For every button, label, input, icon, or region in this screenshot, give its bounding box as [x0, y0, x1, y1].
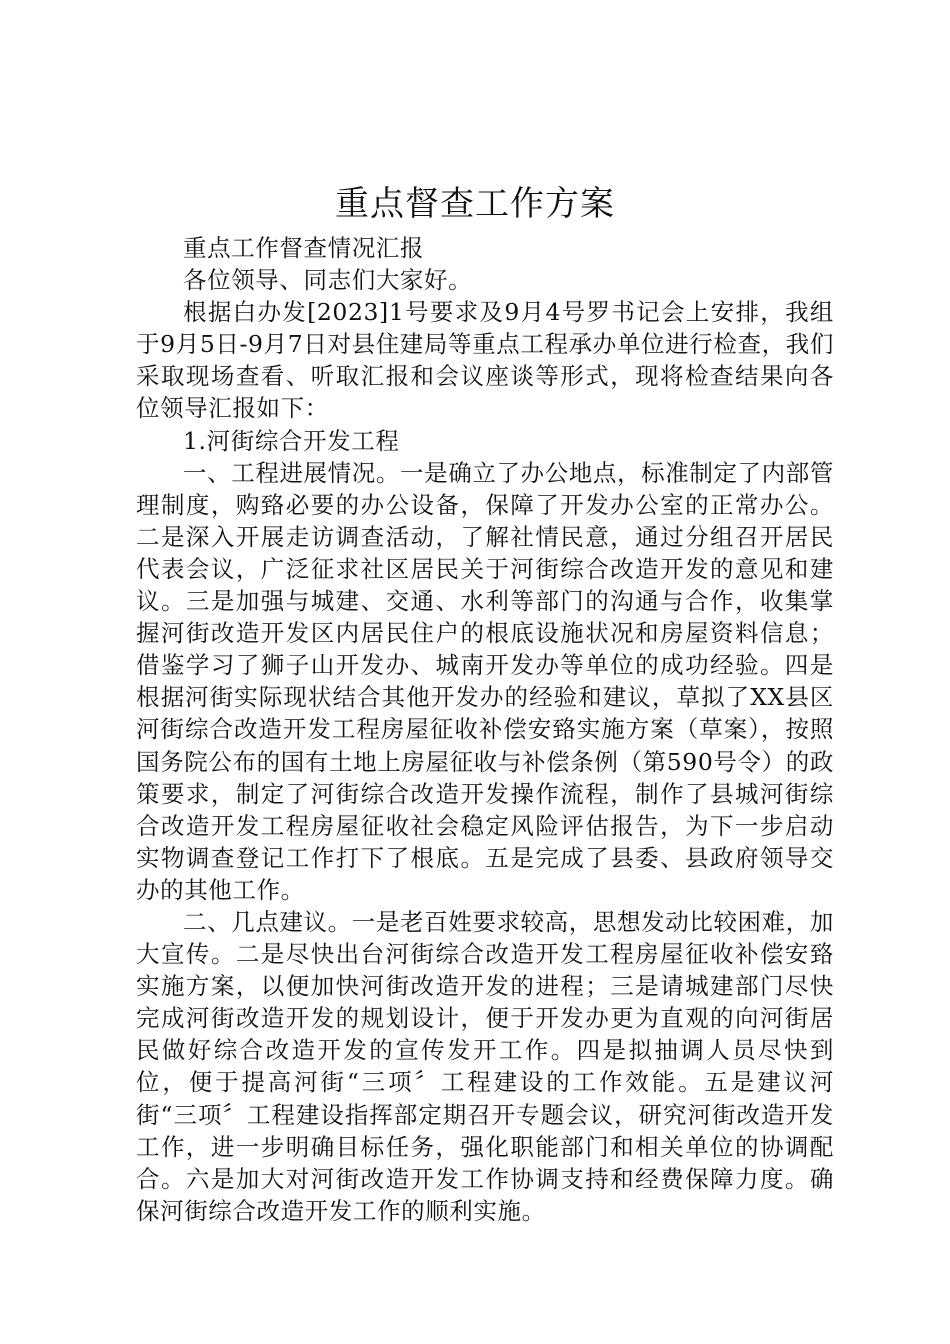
document-body	[136, 232, 834, 1227]
paragraph-suggestions: 二、几点建议。一是老百姓要求较高，思想发动比较困难，加大宣传。二是尽快出台河街综合改造开发工程房屋征收补偿安臵实施方案，以便加快河街改造开发的进程；三是请城建部门尽快完成河街改造开发的规划设计，便于开发办更为直观的向河街居民做好综合改造开发的宣传发开工作。四是拟抽调人员尽快到位，便于提高河街“三项〞工程建设的工作效能。五是建议河街“三项〞工程建设指挥部定期召开专题会议，研究河街改造开发工作，进一步明确目标任务，强化职能部门和相关单位的协调配合。六是加大对河街改造开发工作协调支持和经费保障力度。确保河街综合改造开发工作的顺利实施。	[136, 907, 834, 1225]
paragraph-intro: 根据白办发[2023]1号要求及9月4号罗书记会上安排，我组于9月5日-9月7日对县住建局等重点工程承办单位进行检查，我们采取现场查看、听取汇报和会议座谈等形式，现将检查结果向各位领导汇报如下：	[136, 298, 834, 423]
paragraph-progress: 一、工程进展情况。一是确立了办公地点，标准制定了内部管理制度，购臵必要的办公设备，保障了开发办公室的正常办公。二是深入开展走访调查活动，了解社情民意，通过分组召开居民代表会议，广泛征求社区居民关于河街综合改造开发的意见和建议。三是加强与城建、交通、水利等部门的沟通与合作，收集掌握河街改造开发区内居民住户的根底设施状况和房屋资料信息；借鉴学习了狮子山开发办、城南开发办等单位的成功经验。四是根据河街实际现状结合其他开发办的经验和建议，草拟了XX县区河街综合改造开发工程房屋征收补偿安臵实施方案（草案），按照国务院公布的国有土地上房屋征收与补偿条例（第590号令）的政策要求，制定了河街综合改造开发操作流程，制作了县城河街综合改造开发工程房屋征收社会稳定风险评估报告，为下一步启动实物调查登记工作打下了根底。五是完成了县委、县政府领导交办的其他工作。	[136, 458, 834, 904]
paragraph-greeting: 各位领导、同志们大家好。	[183, 266, 473, 295]
paragraph-section-heading: 1.河街综合开发工程	[183, 426, 400, 455]
document-title: 重点督查工作方案	[335, 184, 615, 224]
paragraph-subtitle: 重点工作督查情况汇报	[183, 234, 424, 262]
